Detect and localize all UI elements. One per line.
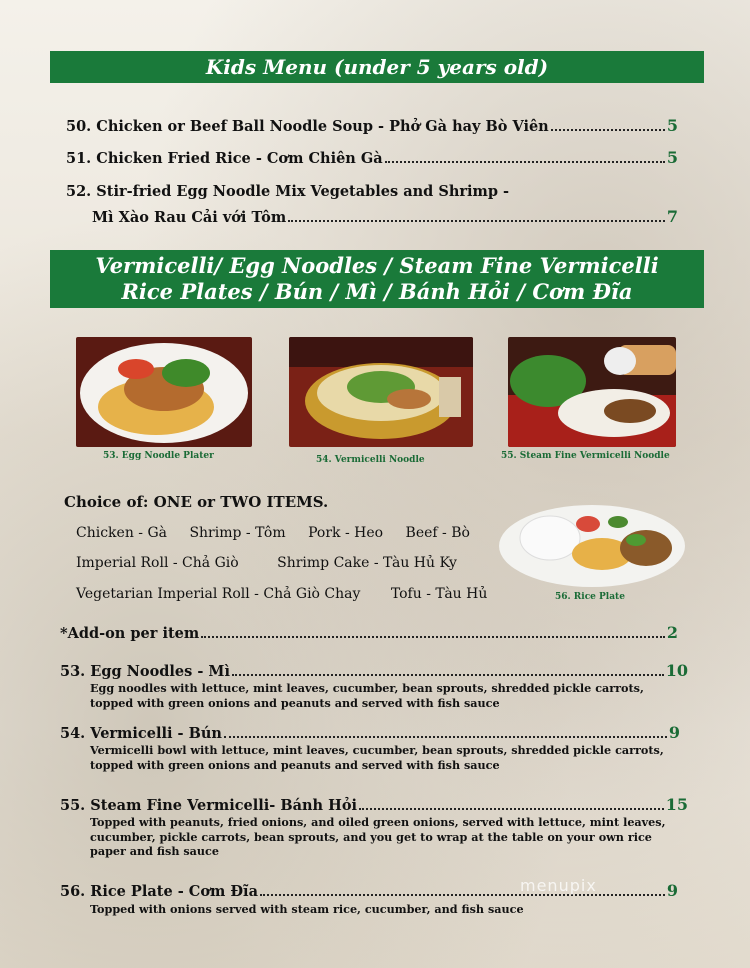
desc-line: Topped with onions served with steam rice, cucumber, and fish sauce (90, 902, 524, 916)
addon-label: *Add-on per item (60, 625, 200, 642)
dot-leader (224, 736, 667, 738)
noodles-section-banner (50, 250, 704, 308)
choice-row-2 (76, 555, 475, 571)
item-price: 10 (665, 661, 688, 680)
item-name: 50. Chicken or Beef Ball Noodle Soup - Phở Gà hay Bò Viên (66, 118, 549, 135)
item-55-description (90, 815, 690, 859)
choice-option: Shrimp Cake - Tàu Hủ Ky (277, 555, 457, 571)
choice-option: Pork - Heo (308, 525, 384, 541)
menu-item-52 (92, 207, 678, 226)
desc-line: topped with green onions and peanuts and served with fish sauce (90, 757, 500, 772)
desc-line: Topped with peanuts, fried onions, and oiled green onions, served with lettuce, mint leaves, (90, 815, 666, 829)
desc-line: paper and fish sauce (90, 844, 219, 858)
banner-line-2: Rice Plates / Bún / Mì / Bánh Hỏi / Cơm Đĩa (121, 279, 633, 304)
menu-item-52-line1 (66, 183, 678, 200)
photo-caption-56: 56. Rice Plate (555, 592, 625, 602)
item-name: 54. Vermicelli - Bún (60, 725, 222, 742)
photo-caption-53: 53. Egg Noodle Plater (103, 451, 214, 461)
choice-option: Beef - Bò (405, 525, 470, 541)
dot-leader (288, 220, 665, 222)
choice-option: Vegetarian Imperial Roll - Chả Giò Chay (76, 586, 361, 602)
dot-leader (201, 636, 665, 638)
item-name: 52. Stir-fried Egg Noodle Mix Vegetables and Shrimp - (66, 183, 510, 200)
photo-caption-54: 54. Vermicelli Noodle (316, 455, 425, 465)
desc-line: Vermicelli bowl with lettuce, mint leaves, cucumber, bean sprouts, shredded pickle carrots, (90, 743, 664, 757)
steam-fine-vermicelli-photo (508, 337, 676, 447)
item-56-description (90, 902, 690, 917)
item-price: 5 (666, 116, 678, 135)
vermicelli-photo (289, 337, 473, 447)
item-53-description (90, 681, 690, 710)
rice-plate-photo (498, 504, 686, 588)
menu-item-54 (60, 723, 680, 742)
menu-item-51 (66, 148, 678, 167)
choice-row-1 (76, 525, 488, 541)
addon-row (60, 623, 678, 642)
dot-leader (232, 674, 664, 676)
watermark: menupix (520, 876, 597, 895)
dot-leader (260, 894, 665, 896)
item-name: Mì Xào Rau Cải với Tôm (92, 209, 287, 226)
photo-caption-55: 55. Steam Fine Vermicelli Noodle (501, 451, 670, 461)
menu-item-50 (66, 116, 678, 135)
menu-item-55 (60, 795, 688, 814)
choice-option: Imperial Roll - Chả Giò (76, 555, 239, 571)
item-price: 5 (666, 148, 678, 167)
kids-menu-banner: Kids Menu (under 5 years old) (50, 51, 704, 83)
item-price: 15 (665, 795, 688, 814)
item-name: 51. Chicken Fried Rice - Cơm Chiên Gà (66, 150, 383, 167)
dot-leader (551, 129, 665, 131)
addon-price: 2 (666, 623, 678, 642)
desc-line: cucumber, pickle carrots, bean sprouts, and you get to wrap at the table on your own rice (90, 829, 652, 844)
choice-option: Chicken - Gà (76, 525, 167, 541)
menu-item-53 (60, 661, 688, 680)
desc-line: Egg noodles with lettuce, mint leaves, cucumber, bean sprouts, shredded pickle carrots, (90, 681, 644, 695)
item-price: 9 (666, 881, 678, 900)
item-price: 7 (666, 207, 678, 226)
banner-line-1: Vermicelli/ Egg Noodles / Steam Fine Vermicelli (95, 253, 659, 278)
item-name: 53. Egg Noodles - Mì (60, 663, 230, 680)
item-price: 9 (668, 723, 680, 742)
dot-leader (385, 161, 665, 163)
item-name: 56. Rice Plate - Cơm Đĩa (60, 883, 258, 900)
item-54-description (90, 743, 690, 772)
choice-option: Tofu - Tàu Hủ (390, 586, 488, 602)
egg-noodle-photo (76, 337, 252, 447)
choice-row-3 (76, 586, 505, 602)
item-name: 55. Steam Fine Vermicelli- Bánh Hỏi (60, 797, 358, 814)
choice-option: Shrimp - Tôm (189, 525, 286, 541)
choice-heading: Choice of: ONE or TWO ITEMS. (64, 493, 329, 511)
dot-leader (359, 808, 664, 810)
desc-line: topped with green onions and peanuts and served with fish sauce (90, 695, 500, 710)
